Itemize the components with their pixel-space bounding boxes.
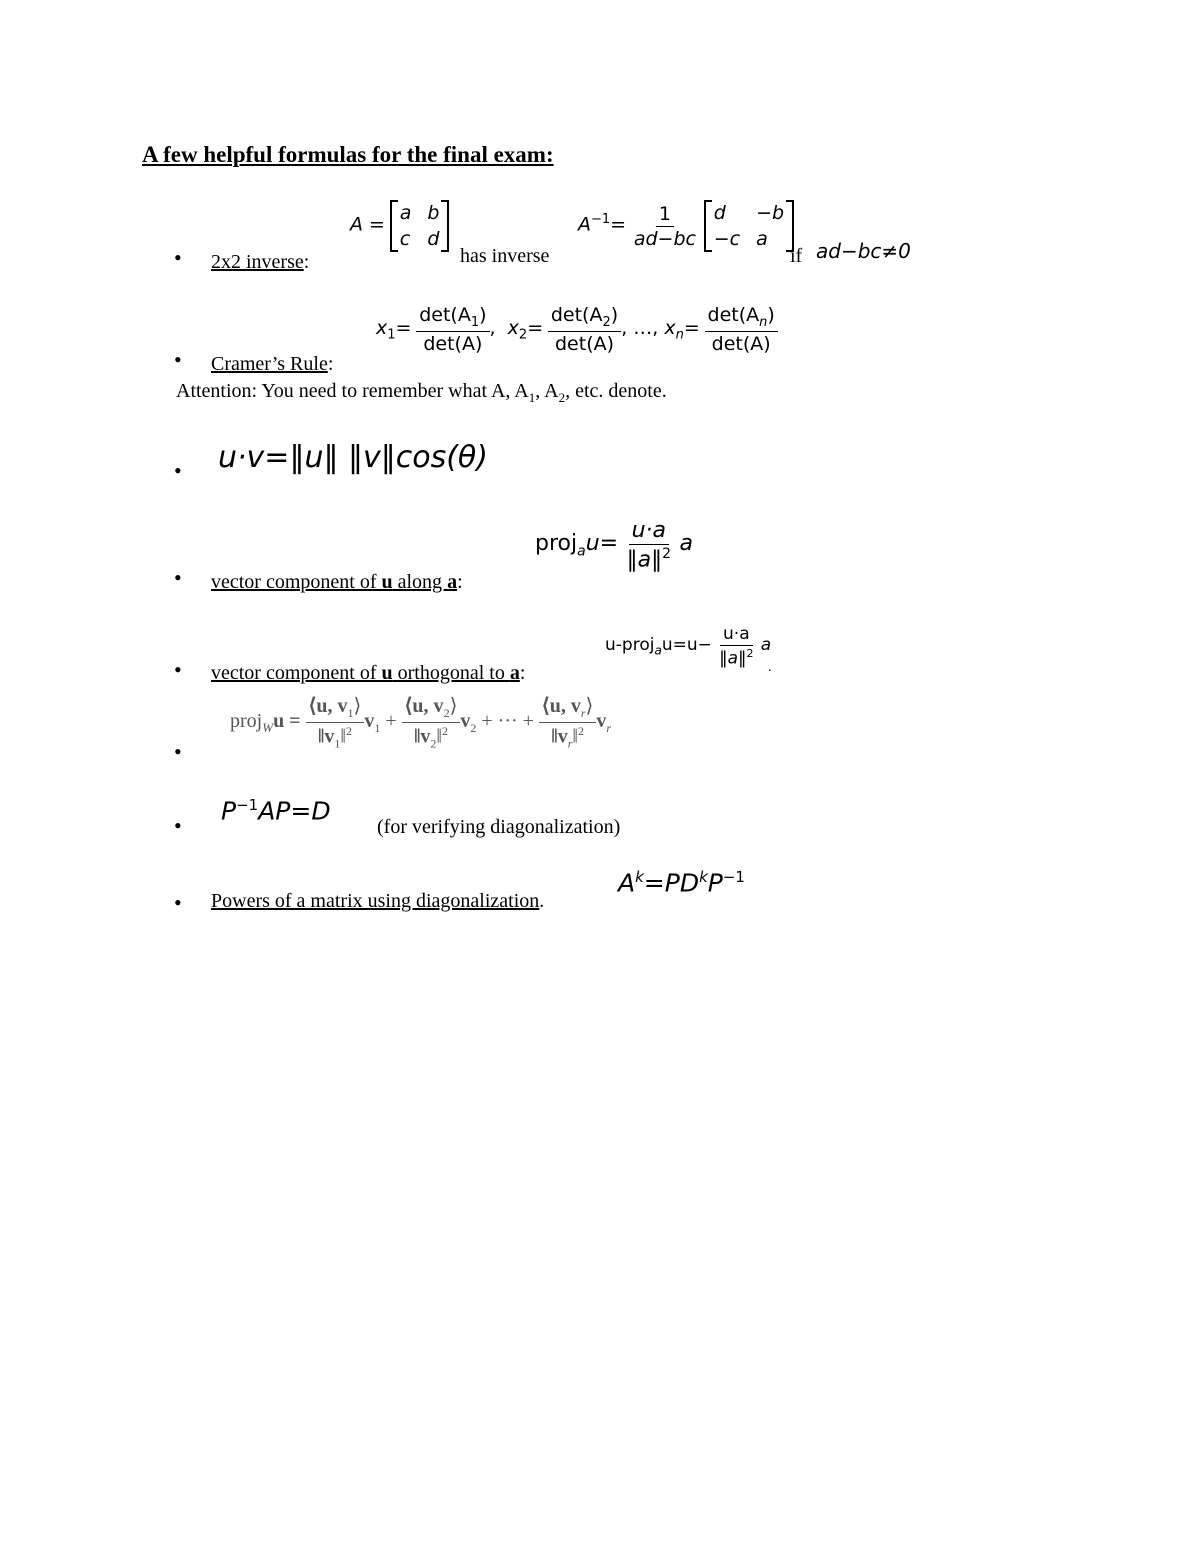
diag-rest: AP=D bbox=[258, 796, 331, 826]
powers-eq: =PD bbox=[643, 868, 700, 898]
orth-label-a: vector component of bbox=[211, 662, 382, 684]
orth-label bbox=[211, 662, 525, 685]
powers-d-sup: k bbox=[699, 868, 708, 886]
projw-v2: v bbox=[460, 709, 471, 732]
cramer-num1-close: ) bbox=[479, 304, 487, 326]
proj-label-a: vector component of bbox=[211, 571, 382, 593]
orth-den-sup: 2 bbox=[746, 647, 754, 660]
projw-mid: + ··· + bbox=[481, 709, 534, 732]
projw-formula bbox=[230, 693, 611, 752]
powers-p-sup: −1 bbox=[722, 868, 745, 886]
projw-plus: + bbox=[385, 709, 397, 732]
ainv-symbol: A bbox=[578, 213, 591, 236]
powers-p: P bbox=[707, 868, 723, 898]
attention-part-b: , A bbox=[535, 380, 559, 402]
cramer-numn-sub: n bbox=[759, 314, 768, 330]
projw-dr-sub: r bbox=[567, 736, 573, 751]
bullet-diag: • bbox=[174, 813, 182, 838]
cramer-numn-close: ) bbox=[767, 304, 775, 326]
projw-d2-close: ‖ bbox=[436, 725, 443, 748]
orth-lhs-rest: u=u− bbox=[661, 635, 712, 656]
cramer-num1-sub: 1 bbox=[470, 314, 480, 330]
inverse-a-eq: A = bbox=[350, 213, 385, 236]
projw-v1-sub: 1 bbox=[374, 720, 381, 735]
projw-d1-close: ‖ bbox=[340, 725, 347, 748]
powers-a-sup: k bbox=[635, 868, 644, 886]
projw-d1-sup: 2 bbox=[346, 724, 353, 738]
proj-label-u: u bbox=[381, 571, 393, 593]
inverse-frac bbox=[631, 203, 699, 250]
cramer-xn-sub: n bbox=[675, 327, 684, 343]
cramer-frac-n bbox=[705, 304, 778, 355]
matrix-a-11: a bbox=[399, 202, 412, 224]
cramer-den1: det(A) bbox=[423, 332, 483, 355]
projw-lhs-u: u = bbox=[273, 709, 301, 732]
bullet-cramer: • bbox=[174, 347, 182, 372]
projw-n2-close: ⟩ bbox=[449, 695, 458, 717]
orth-lhs: u-proj bbox=[605, 635, 655, 656]
ainv-eq: = bbox=[610, 213, 627, 236]
projw-dr: ‖v bbox=[551, 725, 568, 748]
orth-label-u: u bbox=[381, 662, 393, 684]
matrix-ainv-12: −b bbox=[756, 202, 785, 224]
matrix-ainv-11: d bbox=[713, 202, 726, 224]
orth-formula bbox=[605, 624, 771, 669]
diag-p-sup: −1 bbox=[236, 796, 259, 814]
projw-d2: ‖v bbox=[413, 725, 431, 748]
inverse-colon: : bbox=[303, 251, 310, 273]
cramer-num2-sub: 2 bbox=[602, 314, 611, 330]
cramer-x2-sub: 2 bbox=[518, 327, 528, 343]
cramer-frac-2 bbox=[548, 304, 621, 355]
orth-rhs: a bbox=[760, 635, 772, 656]
projw-v1: v bbox=[364, 709, 375, 732]
matrix-ainv bbox=[704, 200, 794, 252]
projw-vr-sub: r bbox=[606, 720, 612, 735]
cramer-denn: det(A) bbox=[711, 332, 771, 355]
projw-nr-close: ⟩ bbox=[585, 695, 594, 717]
bullet-dot: • bbox=[174, 458, 182, 483]
inverse-formula-ainv bbox=[578, 200, 794, 252]
proj-formula bbox=[535, 518, 693, 572]
proj-rhs: a bbox=[679, 531, 693, 557]
cramer-x1-sub: 1 bbox=[387, 327, 396, 343]
projw-n2: ⟨u, v bbox=[404, 695, 444, 717]
projw-d2-sub: 2 bbox=[430, 736, 437, 751]
inverse-frac-num: 1 bbox=[656, 203, 674, 227]
page-title: A few helpful formulas for the final exam: bbox=[142, 142, 554, 167]
cramer-formula: $x_1=$ $\frac{\det(A_1)}{\det(A)}$ , $x_2=$ $\frac{\det(A_2)}{\det(A)}$ , …, $x_n=$ $\frac{\det(A_n)}{\det(A)}$ bbox=[376, 304, 778, 355]
orth-den: ‖a‖ bbox=[719, 648, 747, 669]
inverse-if-text: if bbox=[790, 245, 803, 267]
orth-frac bbox=[716, 624, 756, 669]
orth-colon: : bbox=[519, 662, 526, 684]
orth-num: u·a bbox=[720, 624, 753, 646]
orth-trail: . bbox=[768, 660, 772, 675]
cramer-num2: det(A bbox=[550, 304, 603, 326]
projw-n1-close: ⟩ bbox=[353, 695, 362, 717]
cramer-numn: det(A bbox=[707, 304, 760, 326]
projw-frac-r bbox=[539, 693, 596, 752]
matrix-a bbox=[390, 200, 450, 252]
orth-label-a2: a bbox=[509, 662, 520, 684]
matrix-a-12: b bbox=[427, 202, 440, 224]
projw-v2-sub: 2 bbox=[470, 720, 477, 735]
powers-label: Powers of a matrix using diagonalization bbox=[211, 890, 540, 912]
projw-lhs-sub: W bbox=[262, 719, 274, 735]
projw-nr: ⟨u, v bbox=[541, 695, 581, 717]
cramer-attention bbox=[176, 380, 667, 406]
orth-lhs-sub: a bbox=[654, 643, 662, 658]
proj-lhs-u: u= bbox=[585, 531, 619, 557]
attention-sub-1: 1 bbox=[528, 390, 536, 405]
bullet-proj: • bbox=[174, 565, 182, 590]
cramer-dots: , …, bbox=[621, 316, 665, 339]
inverse-label-wrap bbox=[211, 251, 309, 274]
projw-dr-sup: 2 bbox=[578, 724, 585, 738]
proj-den: ‖a‖ bbox=[626, 547, 663, 573]
diag-p: P bbox=[221, 796, 237, 826]
cramer-label: Cramer’s Rule bbox=[211, 353, 328, 375]
attention-part-a: Attention: You need to remember what A, A bbox=[176, 380, 529, 402]
cramer-x2: x bbox=[507, 316, 519, 339]
cramer-x1: x bbox=[376, 316, 388, 339]
proj-frac bbox=[624, 518, 674, 572]
projw-vr: v bbox=[596, 709, 607, 732]
proj-label-b: along bbox=[392, 571, 448, 593]
projw-d1-sub: 1 bbox=[334, 736, 341, 751]
cramer-frac-1 bbox=[416, 304, 489, 355]
projw-n2-sub: 2 bbox=[443, 706, 450, 720]
powers-formula bbox=[618, 868, 745, 897]
ainv-sup: −1 bbox=[591, 212, 611, 228]
orth-label-b: orthogonal to bbox=[392, 662, 510, 684]
matrix-a-22: d bbox=[427, 228, 440, 250]
projw-nr-sub: r bbox=[580, 706, 586, 720]
dot-product-formula: u·v=‖u‖ ‖v‖cos(θ) bbox=[218, 440, 488, 475]
proj-num: u·a bbox=[629, 518, 669, 545]
proj-den-sup: 2 bbox=[662, 546, 671, 562]
projw-frac-1 bbox=[306, 693, 365, 752]
projw-d2-sup: 2 bbox=[442, 724, 449, 738]
matrix-a-21: c bbox=[399, 228, 411, 250]
cramer-colon: : bbox=[327, 353, 334, 375]
projw-dr-close: ‖ bbox=[572, 725, 579, 748]
projw-lhs: proj bbox=[230, 709, 263, 732]
matrix-ainv-21: −c bbox=[713, 228, 741, 250]
inverse-frac-den: ad−bc bbox=[633, 227, 696, 250]
projw-frac-2 bbox=[402, 693, 461, 752]
inverse-condition: ad−bc≠0 bbox=[816, 239, 911, 263]
cramer-den2: det(A) bbox=[555, 332, 615, 355]
proj-label bbox=[211, 571, 463, 594]
projw-n1-sub: 1 bbox=[347, 706, 354, 720]
powers-label-wrap bbox=[211, 890, 544, 913]
diag-note: (for verifying diagonalization) bbox=[377, 816, 621, 838]
cramer-num1: det(A bbox=[419, 304, 471, 326]
cramer-num2-close: ) bbox=[610, 304, 619, 326]
bullet-powers: • bbox=[174, 890, 182, 915]
projw-d1: ‖v bbox=[317, 725, 335, 748]
bullet-inverse: • bbox=[174, 245, 182, 270]
proj-lhs-sub: a bbox=[577, 543, 586, 560]
bullet-projw: • bbox=[174, 739, 182, 764]
projw-n1: ⟨u, v bbox=[308, 695, 348, 717]
diag-formula bbox=[221, 796, 331, 825]
proj-colon: : bbox=[457, 571, 463, 593]
powers-a: A bbox=[618, 868, 636, 898]
cramer-xn: x bbox=[664, 316, 676, 339]
proj-label-a2: a bbox=[447, 571, 458, 593]
proj-lhs: proj bbox=[535, 531, 578, 557]
attention-part-c: , etc. denote. bbox=[565, 380, 667, 402]
powers-trail: . bbox=[539, 890, 545, 912]
matrix-ainv-22: a bbox=[756, 228, 768, 250]
attention-sub-2: 2 bbox=[558, 390, 566, 405]
cramer-label-wrap bbox=[211, 353, 333, 376]
inverse-formula-a bbox=[350, 200, 449, 252]
bullet-orth: • bbox=[174, 657, 182, 682]
inverse-label: 2x2 inverse bbox=[211, 251, 304, 273]
inverse-mid-text: has inverse bbox=[460, 245, 550, 267]
